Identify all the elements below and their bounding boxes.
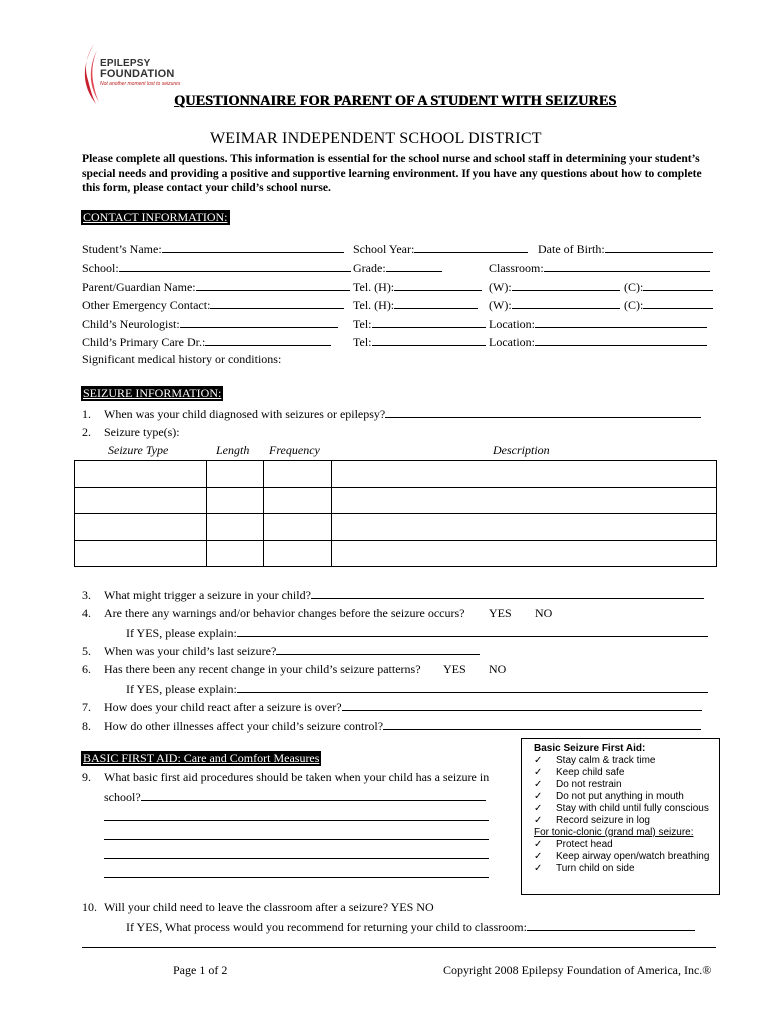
tel-label: Tel: xyxy=(353,317,372,331)
neurologist-location-row xyxy=(489,316,707,332)
first-aid-item xyxy=(534,779,622,791)
c-label-2: (C): xyxy=(624,298,644,312)
q9-text-line1: What basic first aid procedures should be taken when your child has a seizure in xyxy=(104,770,490,784)
parent-label: Parent/Guardian Name: xyxy=(82,280,196,294)
w-label-2: (W): xyxy=(489,298,512,312)
page-number: Page 1 of 2 xyxy=(173,963,228,977)
parent-tel-h-row xyxy=(353,279,482,295)
parent-tel-c-row xyxy=(624,279,713,295)
col-seizure-type: Seizure Type xyxy=(108,443,169,457)
first-aid-item xyxy=(534,755,655,767)
check-icon: ✓ xyxy=(534,755,543,766)
question-3 xyxy=(82,587,704,603)
first-aid-item xyxy=(534,815,650,827)
parent-row xyxy=(82,279,350,295)
table-cell[interactable] xyxy=(332,514,717,541)
table-cell[interactable] xyxy=(75,461,207,488)
logo-text-line1: EPILEPSY xyxy=(100,58,151,69)
col-frequency: Frequency xyxy=(269,443,320,457)
q9-field-4[interactable] xyxy=(104,847,489,859)
table-cell[interactable] xyxy=(264,461,332,488)
q9-line6-row xyxy=(104,866,489,882)
question-2 xyxy=(82,425,180,440)
table-cell[interactable] xyxy=(75,487,207,514)
q6-explain-field[interactable] xyxy=(237,681,708,693)
neurologist-tel-field[interactable] xyxy=(372,316,486,328)
intro-paragraph: Please complete all questions. This information is essential for the school nurse and school staff in determining your student’s special needs and providing a positive and supportive learning environment. If you have any questions about how to complete this form, please contact your child’s school nurse. xyxy=(82,152,702,195)
table-row xyxy=(75,461,717,488)
first-aid-item-text: Keep child safe xyxy=(556,767,625,778)
q10-followup-row xyxy=(126,919,695,935)
district-title: WEIMAR INDEPENDENT SCHOOL DISTRICT xyxy=(210,130,542,147)
q9-line3-row xyxy=(104,809,489,825)
q1-text: When was your child diagnosed with seizures or epilepsy? xyxy=(104,407,386,421)
q9-number: 9. xyxy=(82,770,91,784)
col-description: Description xyxy=(493,443,550,457)
tonic-item xyxy=(534,863,635,875)
question-10 xyxy=(82,900,434,915)
q9-field-5[interactable] xyxy=(104,866,489,878)
q10-answer-line[interactable] xyxy=(82,947,716,948)
q8-text: How do other illnesses affect your child’s seizure control? xyxy=(104,719,384,733)
classroom-row xyxy=(489,260,710,276)
q7-number: 7. xyxy=(82,700,91,714)
check-icon: ✓ xyxy=(534,779,543,790)
question-7 xyxy=(82,699,702,715)
q8-number: 8. xyxy=(82,719,91,733)
q4-explain-row xyxy=(126,625,708,641)
first-aid-item xyxy=(534,767,624,779)
classroom-label: Classroom: xyxy=(489,261,544,275)
classroom-field[interactable] xyxy=(544,260,710,272)
grade-row xyxy=(353,260,442,276)
c-label: (C): xyxy=(624,280,644,294)
table-cell[interactable] xyxy=(264,540,332,567)
primary-care-location-field[interactable] xyxy=(535,334,707,346)
first-aid-item-text: Record seizure in log xyxy=(556,815,650,826)
student-name-field[interactable] xyxy=(162,241,344,253)
primary-care-label: Child’s Primary Care Dr.: xyxy=(82,335,206,349)
tonic-item-text: Keep airway open/watch breathing xyxy=(556,851,710,862)
copyright: Copyright 2008 Epilepsy Foundation of America, Inc.® xyxy=(443,963,712,977)
other-tel-c-field[interactable] xyxy=(643,297,713,309)
seizure-section-heading: SEIZURE INFORMATION: xyxy=(83,386,222,400)
col-length: Length xyxy=(216,443,250,457)
seizure-type-table xyxy=(74,460,717,567)
parent-tel-h-field[interactable] xyxy=(394,279,482,291)
q6-explain-row xyxy=(126,681,708,697)
table-cell[interactable] xyxy=(332,540,717,567)
neurologist-field[interactable] xyxy=(180,316,338,328)
q2-number: 2. xyxy=(82,425,91,439)
other-tel-w-row xyxy=(489,297,620,313)
student-name-row xyxy=(82,241,344,257)
other-tel-h-field[interactable] xyxy=(394,297,478,309)
first-aid-item-text: Do not restrain xyxy=(556,779,622,790)
q9-field-2[interactable] xyxy=(104,809,489,821)
parent-tel-c-field[interactable] xyxy=(643,279,713,291)
table-cell[interactable] xyxy=(332,487,717,514)
first-aid-box-heading: Basic Seizure First Aid: xyxy=(534,743,646,754)
page-title: QUESTIONNAIRE FOR PARENT OF A STUDENT WITH SEIZURES xyxy=(174,93,617,109)
table-cell[interactable] xyxy=(264,487,332,514)
check-icon: ✓ xyxy=(534,767,543,778)
q4-no[interactable]: NO xyxy=(535,606,553,620)
q10-text: Will your child need to leave the classroom after a seizure? YES NO xyxy=(104,900,434,914)
question-9 xyxy=(82,770,489,785)
q6-explain-label: If YES, please explain: xyxy=(126,682,237,696)
q1-number: 1. xyxy=(82,407,91,421)
first-aid-item-text: Do not put anything in mouth xyxy=(556,791,684,802)
tel-h-label-2: Tel. (H): xyxy=(353,298,395,312)
dob-row xyxy=(538,241,713,257)
table-row xyxy=(75,487,717,514)
q10-number: 10. xyxy=(82,900,97,914)
table-cell[interactable] xyxy=(207,461,264,488)
q9-text-line2: school? xyxy=(104,790,141,804)
location-label: Location: xyxy=(489,317,535,331)
q6-no[interactable]: NO xyxy=(489,662,507,676)
medical-history-label: Significant medical history or conditions: xyxy=(82,352,282,366)
q4-explain-label: If YES, please explain: xyxy=(126,626,237,640)
q10-followup-label: If YES, What process would you recommend for returning your child to classroom: xyxy=(126,920,527,934)
q9-line2-row xyxy=(104,789,486,805)
q9-field-3[interactable] xyxy=(104,828,489,840)
q1-field[interactable] xyxy=(385,406,701,418)
dob-label: Date of Birth: xyxy=(538,242,605,256)
other-tel-w-field[interactable] xyxy=(512,297,620,309)
logo-tagline: Not another moment lost to seizures xyxy=(100,81,181,87)
check-icon: ✓ xyxy=(534,815,543,826)
table-cell[interactable] xyxy=(75,540,207,567)
q9-field-1[interactable] xyxy=(141,789,486,801)
primary-care-field[interactable] xyxy=(205,334,331,346)
q4-explain-field[interactable] xyxy=(237,625,708,637)
q5-number: 5. xyxy=(82,644,91,658)
other-contact-row xyxy=(82,297,344,313)
neurologist-tel-row xyxy=(353,316,486,332)
q8-field[interactable] xyxy=(383,718,701,730)
q6-text: Has there been any recent change in your child’s seizure patterns? xyxy=(104,662,421,676)
tonic-item-text: Protect head xyxy=(556,839,613,850)
school-field[interactable] xyxy=(119,260,351,272)
primary-care-tel-field[interactable] xyxy=(372,334,486,346)
table-cell[interactable] xyxy=(264,514,332,541)
check-icon: ✓ xyxy=(534,839,543,850)
question-4 xyxy=(82,606,465,621)
parent-tel-w-field[interactable] xyxy=(512,279,620,291)
first-aid-item xyxy=(534,791,684,803)
q7-text: How does your child react after a seizure is over? xyxy=(104,700,342,714)
other-tel-h-row xyxy=(353,297,478,313)
q6-number: 6. xyxy=(82,662,91,676)
q4-number: 4. xyxy=(82,606,91,620)
check-icon: ✓ xyxy=(534,791,543,802)
tonic-item xyxy=(534,851,709,863)
school-label: School: xyxy=(82,261,119,275)
table-cell[interactable] xyxy=(207,540,264,567)
tel-label-2: Tel: xyxy=(353,335,372,349)
table-cell[interactable] xyxy=(207,487,264,514)
q7-field[interactable] xyxy=(342,699,702,711)
neurologist-row xyxy=(82,316,338,332)
first-aid-item-text: Stay calm & track time xyxy=(556,755,656,766)
q9-line4-row xyxy=(104,828,489,844)
school-row xyxy=(82,260,351,276)
neurologist-label: Child’s Neurologist: xyxy=(82,317,180,331)
neurologist-location-field[interactable] xyxy=(535,316,707,328)
first-aid-item xyxy=(534,803,709,815)
dob-field[interactable] xyxy=(605,241,713,253)
school-year-row xyxy=(353,241,528,257)
q4-yes[interactable]: YES xyxy=(489,606,512,620)
other-contact-field[interactable] xyxy=(210,297,344,309)
table-cell[interactable] xyxy=(75,514,207,541)
first-aid-item-text: Stay with child until fully conscious xyxy=(556,803,709,814)
q3-number: 3. xyxy=(82,588,91,602)
first-aid-section-heading: BASIC FIRST AID: Care and Comfort Measures xyxy=(83,751,320,765)
q10-followup-field[interactable] xyxy=(527,919,695,931)
contact-section-heading: CONTACT INFORMATION: xyxy=(83,210,228,224)
school-year-field[interactable] xyxy=(414,241,528,253)
tonic-item-text: Turn child on side xyxy=(556,863,635,874)
table-cell[interactable] xyxy=(332,461,717,488)
check-icon: ✓ xyxy=(534,803,543,814)
question-5 xyxy=(82,643,480,659)
question-8 xyxy=(82,718,701,734)
grade-label: Grade: xyxy=(353,261,386,275)
location-label-2: Location: xyxy=(489,335,535,349)
question-1 xyxy=(82,406,701,422)
tonic-item xyxy=(534,839,613,851)
table-row xyxy=(75,540,717,567)
student-name-label: Student’s Name: xyxy=(82,242,162,256)
parent-field[interactable] xyxy=(196,279,350,291)
q5-field[interactable] xyxy=(276,643,480,655)
q2-text: Seizure type(s): xyxy=(104,425,180,439)
q6-yes[interactable]: YES xyxy=(443,662,466,676)
q3-field[interactable] xyxy=(311,587,704,599)
other-contact-label: Other Emergency Contact: xyxy=(82,298,211,312)
primary-care-row xyxy=(82,334,331,350)
tel-h-label: Tel. (H): xyxy=(353,280,395,294)
primary-care-tel-row xyxy=(353,334,486,350)
question-6 xyxy=(82,662,421,677)
grade-field[interactable] xyxy=(386,260,442,272)
q5-text: When was your child’s last seizure? xyxy=(104,644,277,658)
check-icon: ✓ xyxy=(534,851,543,862)
check-icon: ✓ xyxy=(534,863,543,874)
q3-text: What might trigger a seizure in your child? xyxy=(104,588,311,602)
logo-text-line2: FOUNDATION xyxy=(100,68,175,80)
table-row xyxy=(75,514,717,541)
primary-care-location-row xyxy=(489,334,707,350)
first-aid-info-box xyxy=(521,738,720,895)
parent-tel-w-row xyxy=(489,279,620,295)
school-year-label: School Year: xyxy=(353,242,415,256)
w-label: (W): xyxy=(489,280,512,294)
q9-line5-row xyxy=(104,847,489,863)
table-cell[interactable] xyxy=(207,514,264,541)
q4-text: Are there any warnings and/or behavior changes before the seizure occurs? xyxy=(104,606,465,620)
other-tel-c-row xyxy=(624,297,713,313)
tonic-clonic-heading: For tonic-clonic (grand mal) seizure: xyxy=(534,827,694,838)
